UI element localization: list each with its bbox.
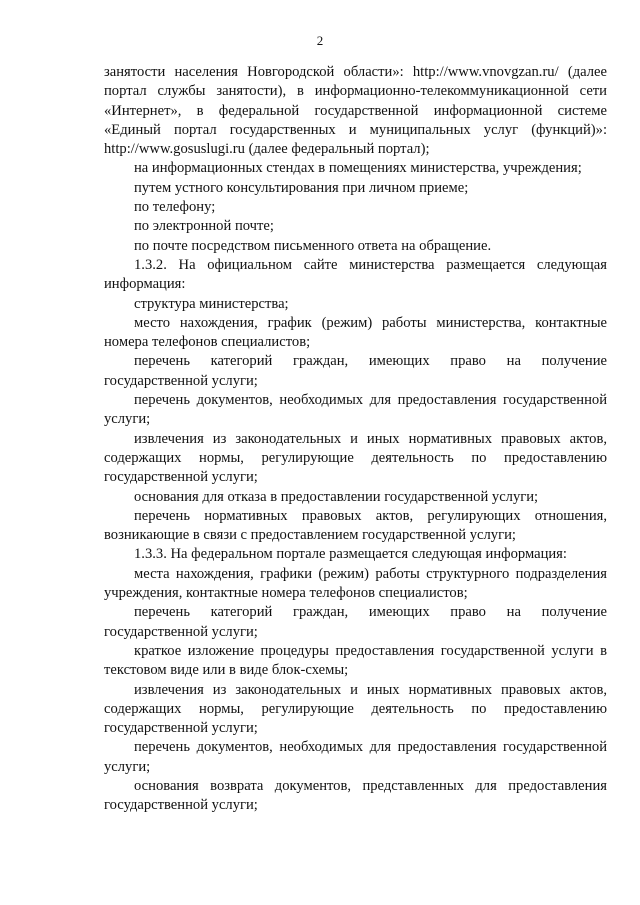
paragraph: по телефону; — [134, 199, 216, 216]
paragraph: перечень документов, необходимых для предоставления государственной услуги; — [104, 392, 607, 428]
paragraph: структура министерства; — [134, 295, 289, 312]
paragraph: места нахождения, графики (режим) работы структурного подразделения учреждения, контактные номера телефонов специалистов; — [104, 565, 607, 602]
paragraph: извлечения из законодательных и иных нормативных правовых актов, содержащих нормы, регулирующие деятельность по предоставлению государственной услуги; — [104, 681, 607, 737]
paragraph: по почте посредством письменного ответа на обращение. — [134, 237, 492, 254]
paragraph: 1.3.2. На официальном сайте министерства размещается следующая информация: — [104, 256, 607, 293]
paragraph: занятости населения Новгородской области»: http://www.vnovgzan.ru/ (далее портал службы занятости), в информационно-телекоммуникационной сети «Интернет», в федеральной государственной информационной системе «Единый портал государственных и муниципальных услуг (функций)»: http://www.gosuslugi.ru (далее федеральный портал); — [104, 64, 607, 158]
paragraph: на информационных стендах в помещениях министерства, учреждения; — [134, 160, 582, 177]
paragraph: перечень нормативных правовых актов, регулирующих отношения, возникающие в связи с предоставлением государственной услуги; — [104, 507, 607, 544]
paragraph: извлечения из законодательных и иных нормативных правовых актов, содержащих нормы, регулирующие деятельность по предоставлению государственной услуги; — [104, 430, 607, 486]
paragraph: 1.3.3. На федеральном портале размещается следующая информация: — [134, 546, 567, 563]
paragraph: путем устного консультирования при личном приеме; — [134, 179, 469, 196]
paragraph: по электронной почте; — [134, 218, 274, 235]
paragraph: перечень документов, необходимых для предоставления государственной услуги; — [104, 739, 607, 775]
paragraph: перечень категорий граждан, имеющих право на получение государственной услуги; — [104, 353, 607, 389]
paragraph: основания для отказа в предоставлении государственной услуги; — [134, 488, 539, 505]
document-body — [104, 63, 607, 816]
page-number: 2 — [316, 33, 324, 48]
paragraph: перечень категорий граждан, имеющих право на получение государственной услуги; — [104, 604, 607, 640]
paragraph: краткое изложение процедуры предоставления государственной услуги в текстовом виде или в виде блок-схемы; — [104, 642, 607, 679]
paragraph: основания возврата документов, представленных для предоставления государственной услуги; — [104, 777, 607, 814]
paragraph: место нахождения, график (режим) работы министерства, контактные номера телефонов специалистов; — [104, 314, 607, 351]
